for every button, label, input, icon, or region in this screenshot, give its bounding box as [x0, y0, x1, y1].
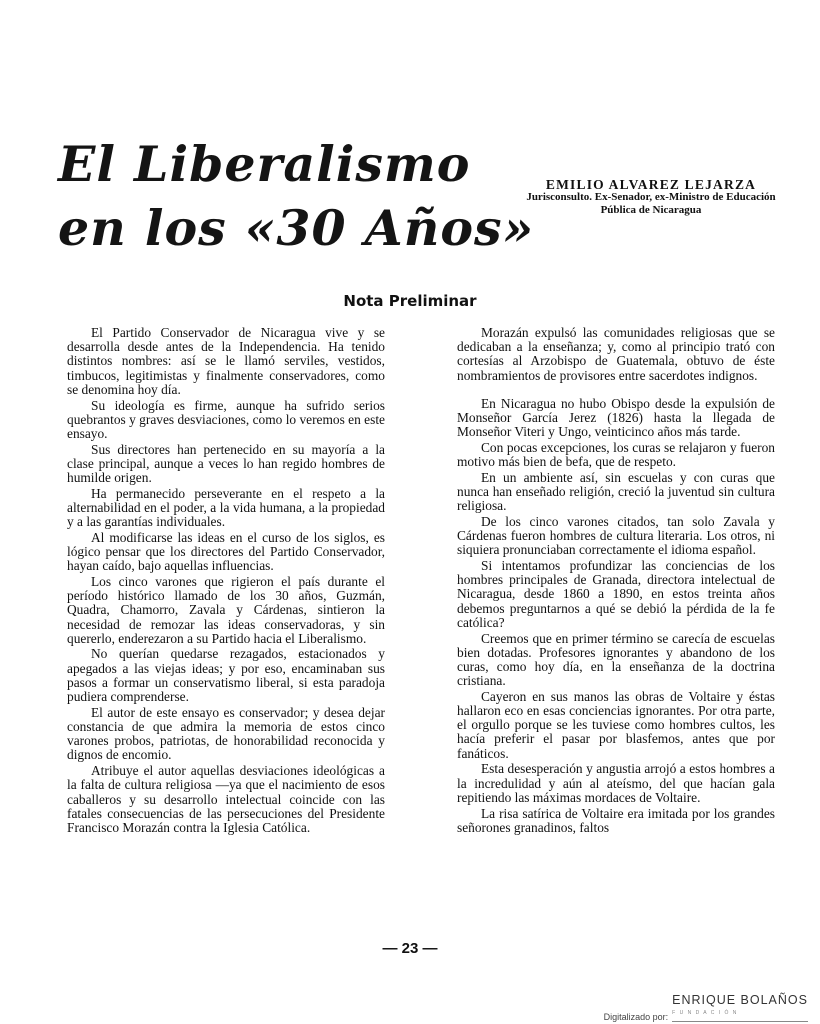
paragraph: Atribuye el autor aquellas desviaciones ideológicas a la falta de cultura religiosa —ya que el nacimiento de esos caballeros y su desarrollo intelectual coincide con las fatales consecuencias de las persecuciones del Presidente Francisco Morazán contra la Iglesia Católica.	[67, 763, 385, 835]
paragraph: Al modificarse las ideas en el curso de los siglos, es lógico pensar que los directores del Partido Conservador, hayan caído, bajo aquellas influencias.	[67, 529, 385, 574]
paragraph: No querían quedarse rezagados, estacionados y apegados a las viejas ideas; y por eso, encaminaban sus pasos a formar un conservatismo liberal, si esta paradoja pudiera comprenderse.	[67, 646, 385, 705]
paragraph: Su ideología es firme, aunque ha sufrido serios quebrantos y graves desviaciones, como lo veremos en este ensayo.	[67, 397, 385, 441]
paragraph: De los cinco varones citados, tan solo Zavala y Cárdenas fueron hombres de cultura literaria. Los otros, ni siquiera pronunciaban correctamente el idioma español.	[457, 513, 775, 558]
paragraph: En Nicaragua no hubo Obispo desde la expulsión de Monseñor García Jerez (1826) hasta la llegada de Monseñor Viteri y Ungo, veinticinco años más tarde.	[457, 395, 775, 440]
credit-logo	[672, 994, 808, 1022]
article-title	[58, 132, 535, 260]
credit-brand-name: ENRIQUE BOLAÑOS	[672, 993, 808, 1007]
author-block	[520, 178, 782, 217]
credit-brand-sub: F U N D A C I Ó N	[672, 1010, 738, 1016]
paragraph: Si intentamos profundizar las conciencias de los hombres principales de Granada, directora intelectual de Nicaragua, desde 1860 a 1890, en estos treinta años debemos preguntarnos a qué se debió la pérdida de la fe católica?	[457, 558, 775, 630]
body-column-right	[457, 326, 775, 836]
author-name: EMILIO ALVAREZ LEJARZA	[545, 177, 757, 192]
paragraph: El Partido Conservador de Nicaragua vive y se desarrolla desde antes de la Independencia. Ha tenido distintos nombres: así se le llamó serviles, vestidos, timbucos, legitimistas y finalmente conservadores, como se denomina hoy día.	[67, 325, 385, 397]
paragraph: Creemos que en primer término se carecía de escuelas bien dotadas. Profesores ignorantes y abandono de los curas, como hoy día, en la enseñanza de la doctrina cristiana.	[457, 630, 775, 689]
paragraph: Esta desesperación y angustia arrojó a estos hombres a la incredulidad y aún al ateísmo, del que hacían gala repitiendo las máximas mordaces de Voltaire.	[457, 761, 775, 805]
author-role: Jurisconsulto. Ex-Senador, ex-Ministro de Educación Pública de Nicaragua	[526, 191, 776, 216]
section-title: Nota Preliminar	[343, 292, 477, 310]
paragraph: Ha permanecido perseverante en el respeto a la alternabilidad en el poder, a la vida humana, a la propiedad y a las garantías individuales.	[67, 485, 385, 530]
paragraph: El autor de este ensayo es conservador; y desea dejar constancia de que admira la memoria de estos cinco varones probos, patriotas, de honorabilidad reconocida y dignos de encomio.	[67, 704, 385, 763]
title-line-1: El Liberalismo	[58, 135, 471, 193]
paragraph: Morazán expulsó las comunidades religiosas que se dedicaban a la enseñanza; y, como al principio trató con cortesías al Arzobispo de Guatemala, obtuvo de éste nombramientos de provisores entre sacerdotes indignos.	[457, 325, 775, 383]
paragraph: Los cinco varones que rigieron el país durante el período histórico llamado de los 30 años, Guzmán, Quadra, Chamorro, Zavala y Cárdenas, sintieron la necesidad de remozar las ideas conservadoras, y sin quererlo, enderezaron a su Partido hacia el Liberalismo.	[67, 573, 385, 646]
title-line-2: en los «30 Años»	[58, 199, 535, 257]
page-number: — 23 —	[382, 940, 438, 957]
paragraph: La risa satírica de Voltaire era imitada por los grandes señorones granadinos, faltos	[457, 805, 775, 835]
paragraph: Cayeron en sus manos las obras de Voltaire y éstas hallaron eco en esas conciencias ignorantes. Por otra parte, el orgullo porque se les tuviese como hombres cultos, les hacía preferir el pasar por blasfemos, antes que por fanáticos.	[457, 688, 775, 761]
paragraph: En un ambiente así, sin escuelas y con curas que nunca han enseñado religión, creció la juventud sin cultura religiosa.	[457, 469, 775, 514]
credit-prefix: Digitalizado por:	[603, 1012, 669, 1022]
digitization-credit	[604, 994, 808, 1022]
paragraph: Con pocas excepciones, los curas se relajaron y fueron motivo más bien de befa, que de respeto.	[457, 439, 775, 470]
body-column-left	[67, 326, 385, 837]
paragraph: Sus directores han pertenecido en su mayoría a la clase principal, aunque a veces lo han regido hombres de humilde origen.	[67, 441, 385, 486]
